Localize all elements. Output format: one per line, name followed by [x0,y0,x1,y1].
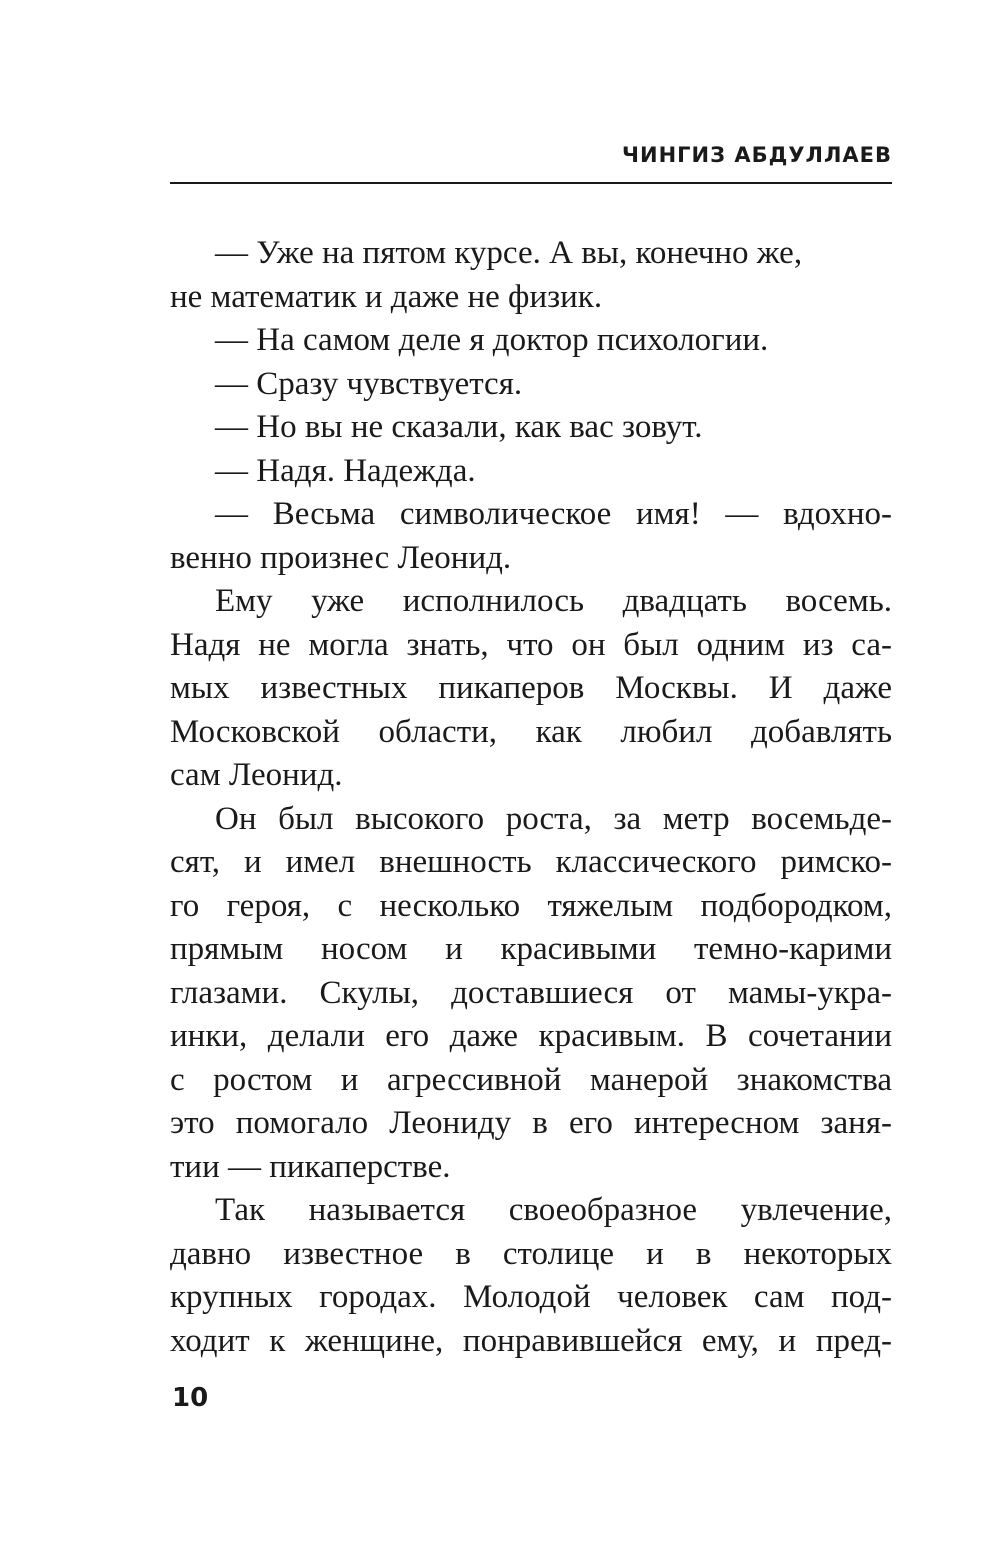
text-line: сам Леонид. [170,757,343,793]
text-line: с ростом и агрессивной манерой знакомства [170,1061,892,1098]
text-line: Он был высокого роста, за метр восемьде- [215,800,892,837]
text-line: крупных городах. Молодой человек сам под- [170,1279,892,1315]
text-line: тии — пикаперстве. [170,1148,451,1185]
text-line: — Уже на пятом курсе. А вы, конечно же, [215,235,803,271]
text-line: Так называется своеобразное увлечение, [215,1192,892,1228]
text-line: — На самом деле я доктор психологии. [215,322,769,358]
text-line: Московской области, как любил добавлять [170,713,892,750]
text-line: — Весьма символическое имя! — вдохно- [215,496,892,532]
text-line: прямым носом и красивыми темно-карими [170,931,892,967]
text-line: Надя не могла знать, что он был одним из са- [170,626,892,663]
running-head-author: ЧИНГИЗ АБДУЛЛАЕВ [622,143,892,167]
text-line: — Но вы не сказали, как вас зовут. [215,409,703,445]
text-line: го героя, с несколько тяжелым подбородком, [170,887,892,924]
body-text [170,232,892,1363]
text-line: — Сразу чувствуется. [215,365,523,402]
text-line: это помогало Леониду в его интересном заня- [170,1105,892,1141]
text-line: мых известных пикаперов Москвы. И даже [170,670,892,706]
text-line: — Надя. Надежда. [215,452,476,489]
header-rule [170,182,892,184]
text-line: глазами. Скулы, доставшиеся от мамы-укра- [170,974,892,1011]
text-line: не математик и даже не физик. [170,278,603,315]
text-line: венно произнес Леонид. [170,539,512,576]
text-line: сят, и имел внешность классического римско- [170,844,892,880]
text-line: давно известное в столице и в некоторых [170,1235,892,1272]
text-line: Ему уже исполнилось двадцать восемь. [215,583,892,619]
page-number: 10 [172,1383,209,1413]
text-line: ходит к женщине, понравившейся ему, и пред- [170,1322,892,1359]
text-line: инки, делали его даже красивым. В сочетании [170,1018,892,1054]
